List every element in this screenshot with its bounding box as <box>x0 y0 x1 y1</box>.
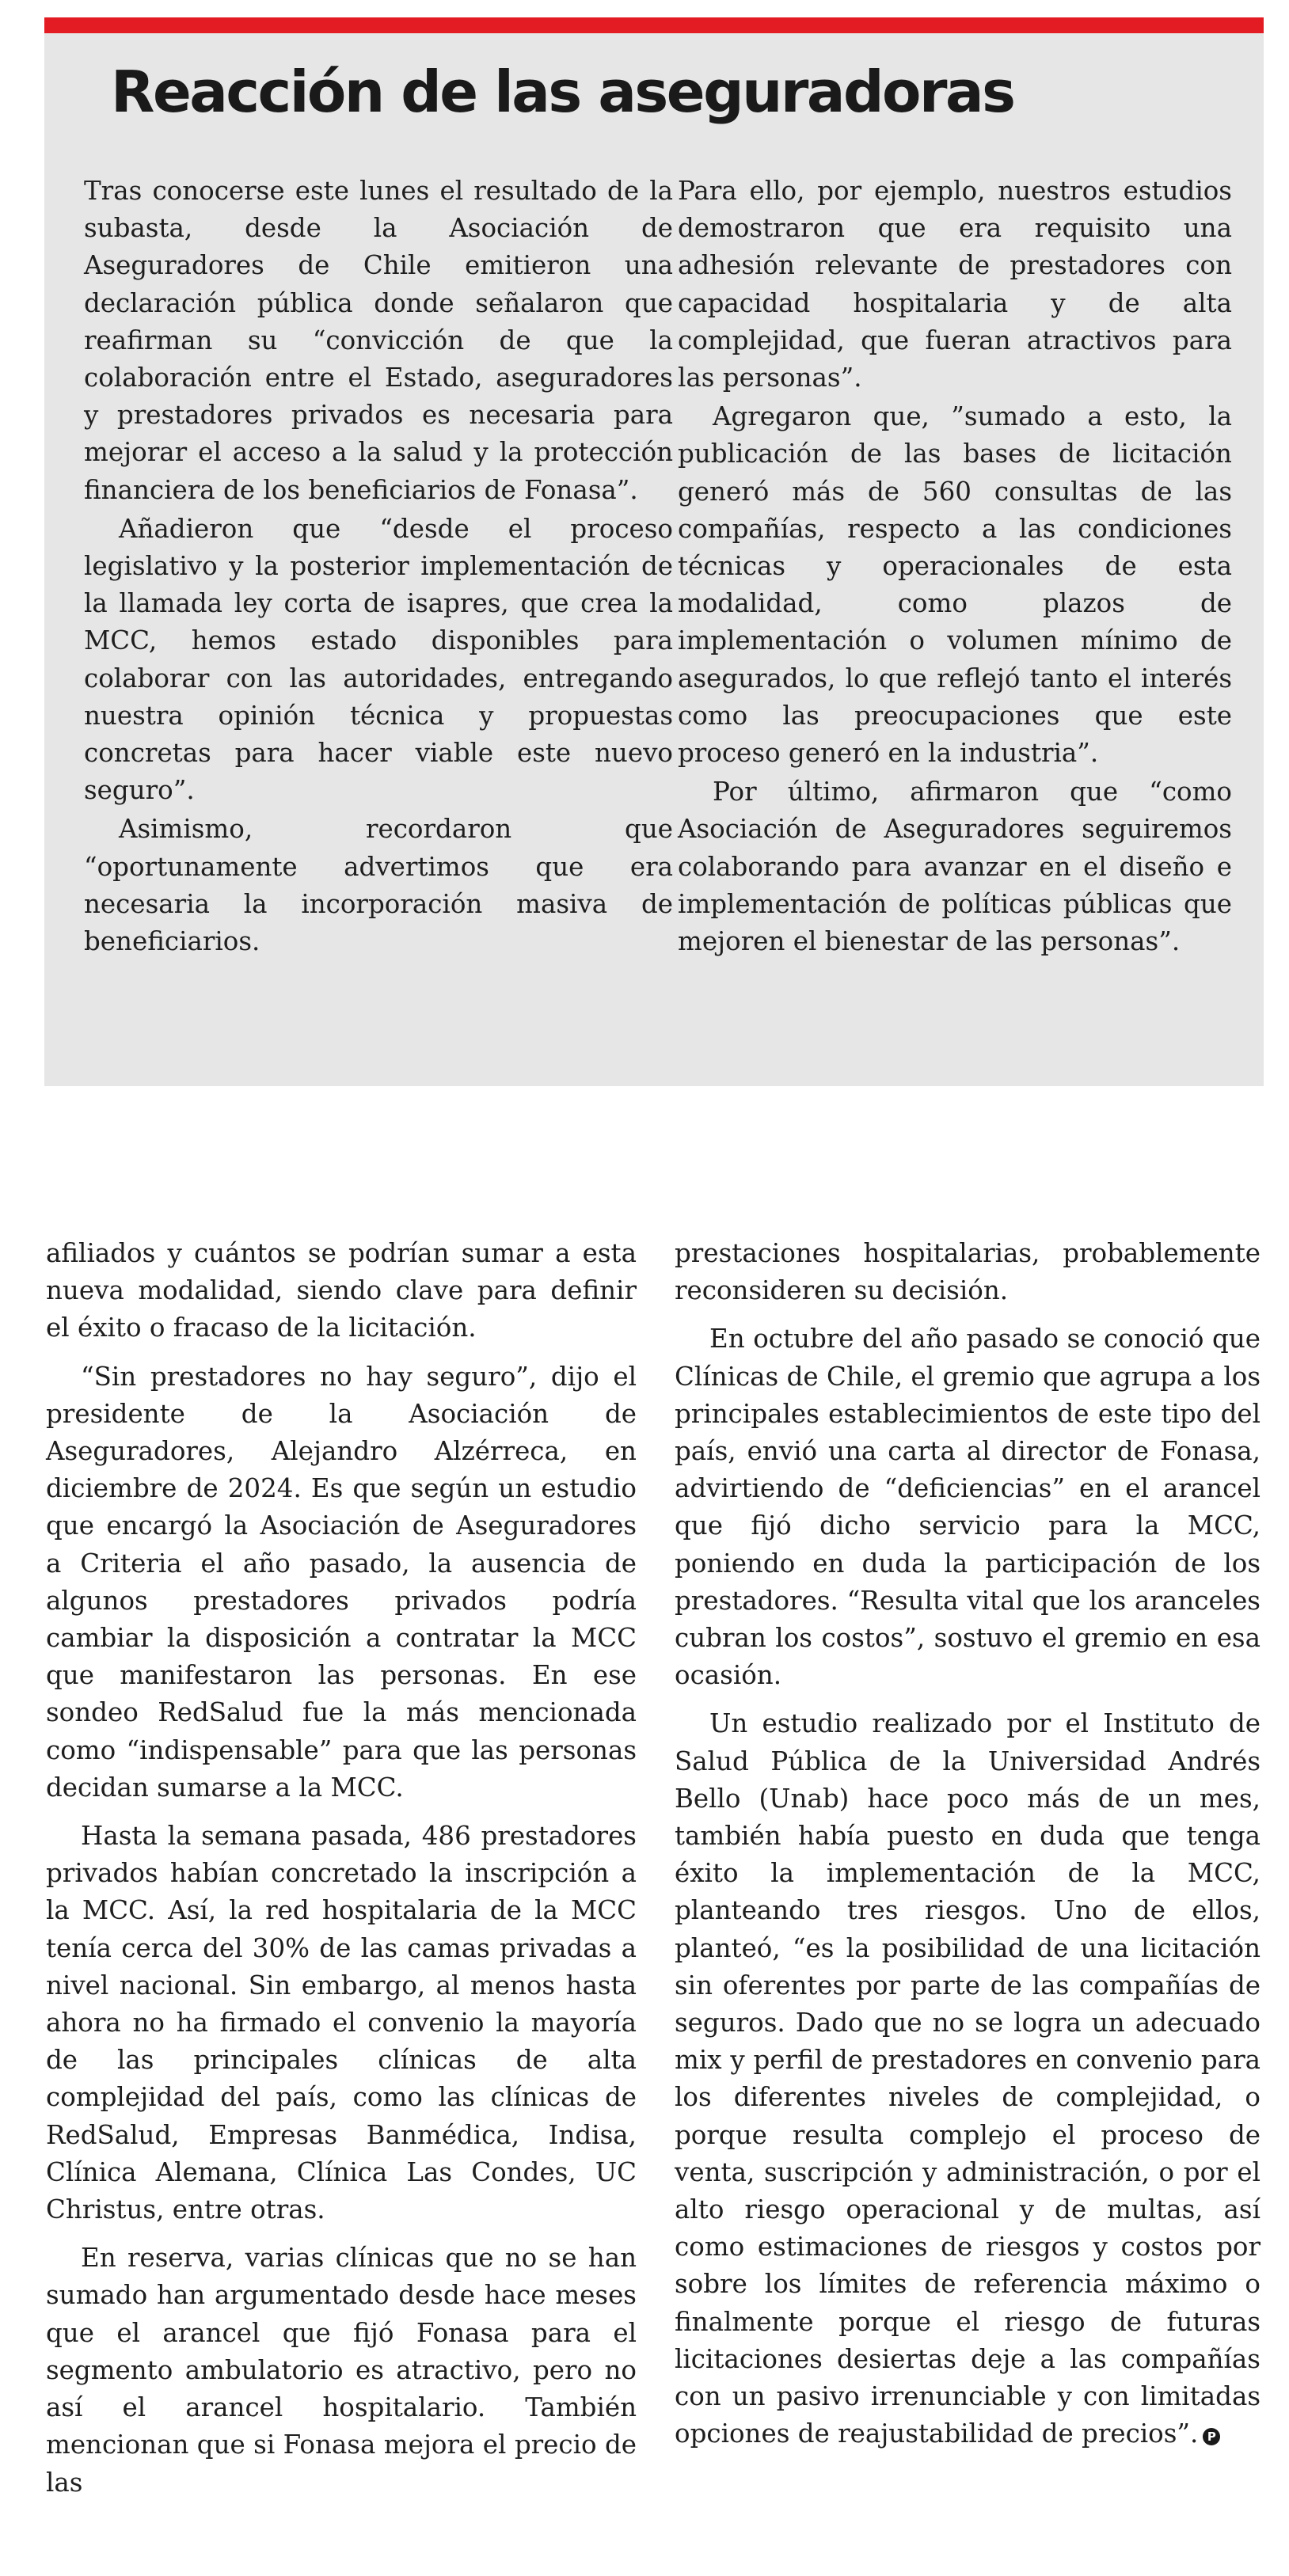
end-mark-icon: P <box>1203 2428 1220 2445</box>
last-paragraph <box>675 1705 1260 2453</box>
paragraph: Hasta la semana pasada, 486 prestadores privados habían concretado la inscripción a la MCC. Así, la red hospitalaria de la MCC tenía cerca del 30% de las camas privadas a nivel nacional. Sin embargo, al menos hasta ahora no ha firmado el convenio la mayoría de las principales clínicas de alta complejidad del país, como las clínicas de RedSalud, Empresas Banmédica, Indisa, Clínica Alemana, Clínica Las Condes, UC Christus, entre otras. <box>46 1821 637 2225</box>
paragraph-text: Un estudio realizado por el Instituto de Salud Pública de la Universidad Andrés Bello (Unab) hace poco más de un mes, también había puesto en duda que tenga éxito la implementación de la MCC, planteando tres riesgos. Uno de ellos, planteó, “es la posibilidad de una licitación sin oferentes por parte de las compañías de seguros. Dado que no se logra un adecuado mix y perfil de prestadores en convenio para los diferentes niveles de complejidad, o porque resulta complejo el proceso de venta, suscripción y administración, o por el alto riesgo operacional y de multas, así como estimaciones de riesgos y costos por sobre los límites de referencia máximo o finalmente porque el riesgo de futuras licitaciones desiertas deje a las compañías con un pasivo irrenunciable y con limitadas opciones de reajustabilidad de precios”. <box>675 1708 1260 2449</box>
sidebar-title: Reacción de las aseguradoras <box>111 59 1014 125</box>
accent-bar <box>44 17 1264 33</box>
paragraph: “Sin prestadores no hay seguro”, dijo el presidente de la Asociación de Aseguradores, Alejandro Alzérreca, en diciembre de 2024. Es que según un estudio que encargó la Asociación de Aseguradores a Criteria el año pasado, la ausencia de algunos prestadores privados podría cambiar la disposición a contratar la MCC que manifestaron las personas. En ese sondeo RedSalud fue la más mencionada como “indispensable” para que las personas decidan sumarse a la MCC. <box>46 1361 637 1803</box>
sidebar-left-column <box>84 173 673 960</box>
sidebar-right-column <box>678 173 1232 960</box>
paragraph: Añadieron que “desde el proceso legislativo y la posterior implementación de la llamada ley corta de isapres, que crea la MCC, hemos estado disponibles para colaborar con las autoridades, entregando nuestra opinión técnica y propuestas concretas para hacer viable este nuevo seguro”. <box>84 513 673 806</box>
paragraph: prestaciones hospitalarias, probablemente reconsideren su decisión. <box>675 1238 1260 1306</box>
paragraph: En octubre del año pasado se conoció que Clínicas de Chile, el gremio que agrupa a los principales establecimientos de este tipo del país, envió una carta al director de Fonasa, advirtiendo de “deficiencias” en el arancel que fijó dicho servicio para la MCC, poniendo en duda la participación de los prestadores. “Resulta vital que los aranceles cubran los costos”, sostuvo el gremio en esa ocasión. <box>675 1324 1260 1691</box>
paragraph: Tras conocerse este lunes el resultado de la subasta, desde la Asociación de Aseguradores de Chile emitieron una declaración pública donde señalaron que reafirman su “convicción de que la colaboración entre el Estado, aseguradores y prestadores privados es necesaria para mejorar el acceso a la salud y la protección financiera de los beneficiarios de Fonasa”. <box>84 176 673 505</box>
paragraph: Por último, afirmaron que “como Asociación de Aseguradores seguiremos colaborando para avanzar en el diseño e implementación de políticas públicas que mejoren el bienestar de las personas”. <box>678 777 1232 957</box>
paragraph: afiliados y cuántos se podrían sumar a esta nueva modalidad, siendo clave para definir el éxito o fracaso de la licitación. <box>46 1238 637 1343</box>
paragraph: Agregaron que, ”sumado a esto, la publicación de las bases de licitación generó más de 560 consultas de las compañías, respecto a las condiciones técnicas y operacionales de esta modalidad, como plazos de implementación o volumen mínimo de asegurados, lo que reflejó tanto el interés como las preocupaciones que este proceso generó en la industria”. <box>678 401 1232 769</box>
sidebar-box <box>44 17 1264 1086</box>
paragraph: Asimismo, recordaron que “oportunamente advertimos que era necesaria la incorporación masiva de beneficiarios. <box>84 814 673 957</box>
article-right-column <box>675 1235 1260 2453</box>
article-left-column <box>46 1235 637 2502</box>
paragraph: En reserva, varias clínicas que no se han sumado han argumentado desde hace meses que el arancel que fijó Fonasa para el segmento ambulatorio es atractivo, pero no así el arancel hospitalario. También mencionan que si Fonasa mejora el precio de las <box>46 2243 637 2498</box>
paragraph: Para ello, por ejemplo, nuestros estudios demostraron que era requisito una adhesión relevante de prestadores con capacidad hospitalaria y de alta complejidad, que fueran atractivos para las personas”. <box>678 176 1232 393</box>
